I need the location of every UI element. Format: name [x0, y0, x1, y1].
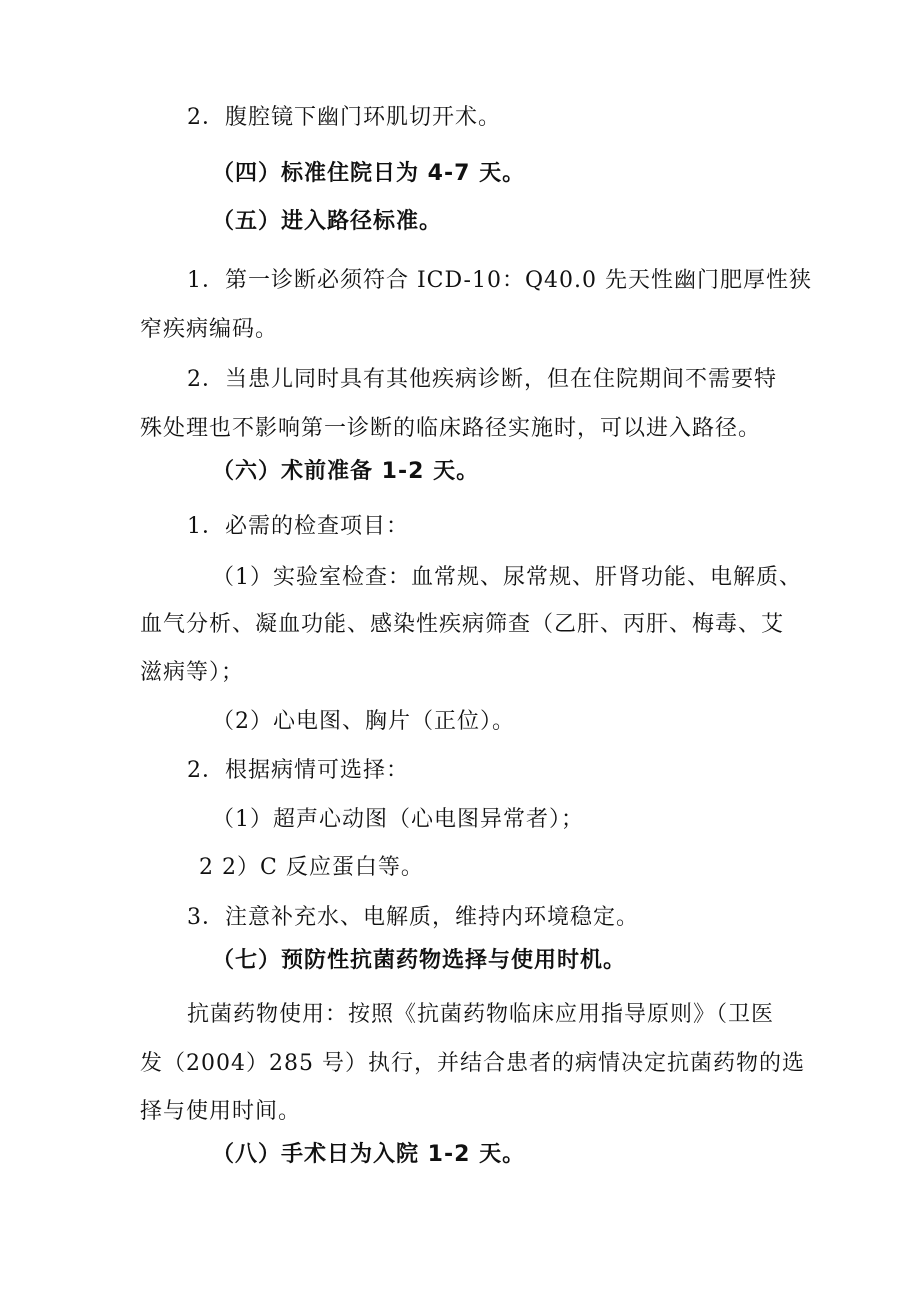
section-heading: （五）进入路径标准。	[212, 209, 443, 234]
section-heading: （四）标准住院日为 4-7 天。	[212, 161, 526, 186]
text-line: 2．当患儿同时具有其他疾病诊断，但在住院期间不需要特	[187, 367, 777, 392]
text-line: 2 2）C 反应蛋白等。	[199, 855, 424, 880]
text-line: 滋病等）；	[140, 660, 245, 685]
text-line: 殊处理也不影响第一诊断的临床路径实施时，可以进入路径。	[140, 416, 762, 441]
text-line: 血气分析、凝血功能、感染性疾病筛查（乙肝、丙肝、梅毒、艾	[140, 612, 785, 637]
text-line: （2）心电图、胸片（正位）。	[212, 709, 515, 734]
text-line: 发（2004）285 号）执行，并结合患者的病情决定抗菌药物的选	[140, 1051, 805, 1076]
text-line: 1．第一诊断必须符合 ICD-10：Q40.0 先天性幽门肥厚性狭	[187, 268, 813, 293]
text-line: 择与使用时间。	[140, 1099, 302, 1124]
text-line: （1）实验室检查：血常规、尿常规、肝肾功能、电解质、	[212, 565, 802, 590]
section-heading: （八）手术日为入院 1-2 天。	[212, 1142, 526, 1167]
text-line: 3．注意补充水、电解质，维持内环境稳定。	[187, 905, 639, 930]
section-heading: （六）术前准备 1-2 天。	[212, 459, 480, 484]
text-line: （1）超声心动图（心电图异常者）；	[212, 807, 584, 832]
text-line: 2．腹腔镜下幽门环肌切开术。	[187, 105, 501, 130]
text-line: 1．必需的检查项目：	[187, 514, 409, 539]
text-line: 窄疾病编码。	[140, 317, 279, 342]
text-line: 抗菌药物使用：按照《抗菌药物临床应用指导原则》（卫医	[187, 1002, 775, 1027]
section-heading: （七）预防性抗菌药物选择与使用时机。	[212, 948, 627, 973]
text-line: 2．根据病情可选择：	[187, 758, 409, 783]
